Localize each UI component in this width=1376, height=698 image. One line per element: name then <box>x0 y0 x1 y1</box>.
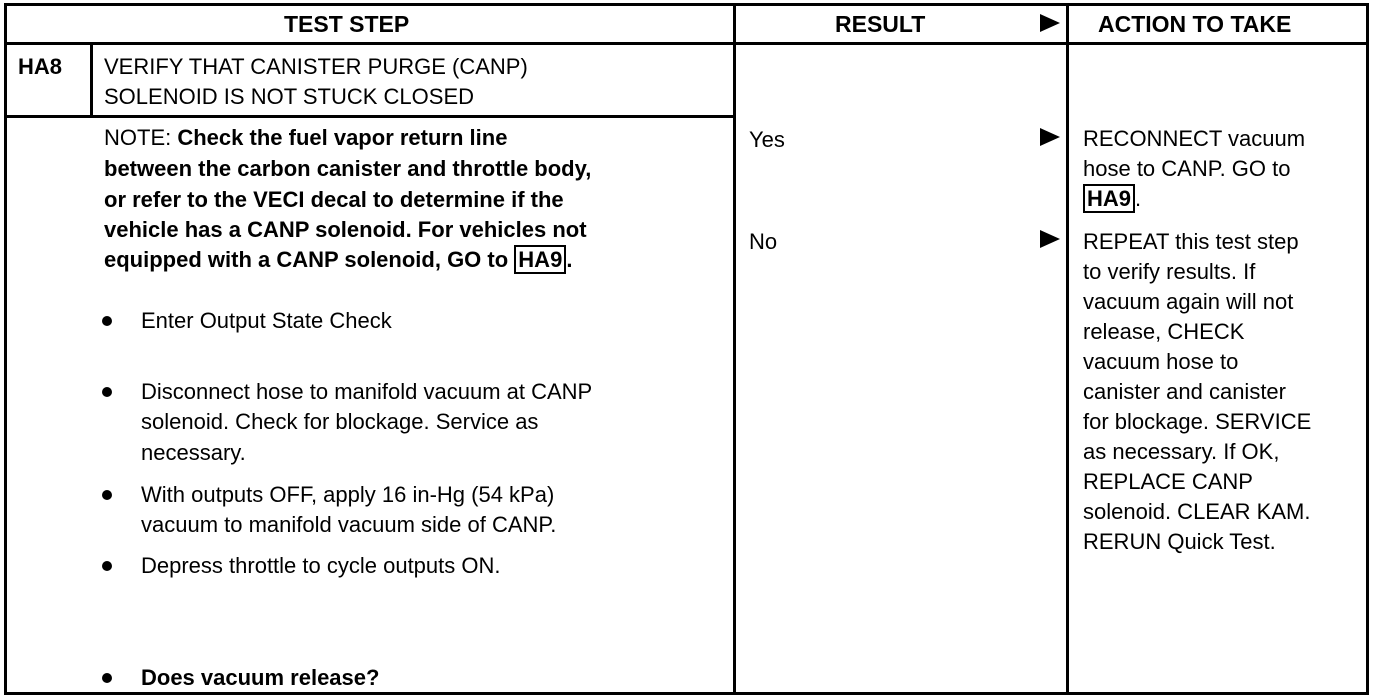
bullet-icon <box>102 316 112 326</box>
note-label: NOTE: <box>104 125 172 150</box>
note-line5-text: equipped with a CANP solenoid, GO to <box>104 247 509 272</box>
bullet-disconnect-line2: solenoid. Check for blockage. Service as <box>141 409 539 434</box>
action-no-line11: RERUN Quick Test. <box>1083 529 1276 554</box>
table-right-border <box>1366 3 1369 695</box>
action-no-line8: as necessary. If OK, <box>1083 439 1280 464</box>
header-test-step: TEST STEP <box>284 11 410 37</box>
bullet-disconnect-line1: Disconnect hose to manifold vacuum at CANP <box>141 379 593 404</box>
result-no-arrow-icon <box>1040 230 1060 248</box>
note-ha9-link[interactable]: HA9 <box>514 245 566 274</box>
header-arrow-icon <box>1040 14 1060 32</box>
title-bottom-border <box>4 115 736 118</box>
step-id: HA8 <box>18 54 63 79</box>
bullet-vacuum-release-question: Does vacuum release? <box>141 665 380 690</box>
action-yes-line2: hose to CANP. GO to <box>1083 156 1291 181</box>
action-no-line3: vacuum again will not <box>1083 289 1294 314</box>
bullet-apply-vacuum-line1: With outputs OFF, apply 16 in-Hg (54 kPa) <box>141 482 555 507</box>
action-column-divider <box>1066 3 1069 695</box>
header-result: RESULT <box>835 11 926 37</box>
note-line1 <box>104 123 507 153</box>
action-no-line2: to verify results. If <box>1083 259 1256 284</box>
action-no-line10: solenoid. CLEAR KAM. <box>1083 499 1311 524</box>
bullet-icon <box>102 387 112 397</box>
action-yes-line3 <box>1083 184 1141 214</box>
header-bottom-border <box>4 42 1368 45</box>
note-line5 <box>104 245 572 275</box>
bullet-icon <box>102 490 112 500</box>
action-no-line5: vacuum hose to <box>1083 349 1239 374</box>
table-left-border <box>4 3 7 695</box>
bullet-icon <box>102 673 112 683</box>
bullet-enter-output-state: Enter Output State Check <box>141 308 392 333</box>
note-line5-suffix: . <box>566 247 573 272</box>
step-title-line1: VERIFY THAT CANISTER PURGE (CANP) <box>104 54 528 79</box>
action-yes-line1: RECONNECT vacuum <box>1083 126 1306 151</box>
id-column-divider <box>90 42 93 118</box>
result-no: No <box>749 229 778 254</box>
result-yes: Yes <box>749 127 785 152</box>
result-column-divider <box>733 3 736 695</box>
note-line3: or refer to the VECI decal to determine if the <box>104 187 564 212</box>
bullet-disconnect-line3: necessary. <box>141 440 246 465</box>
note-line2: between the carbon canister and throttle body, <box>104 156 592 181</box>
action-no-line4: release, CHECK <box>1083 319 1245 344</box>
note-line1-text: Check the fuel vapor return line <box>177 125 508 150</box>
action-ha9-link[interactable]: HA9 <box>1083 184 1135 213</box>
action-no-line7: for blockage. SERVICE <box>1083 409 1312 434</box>
action-no-line9: REPLACE CANP <box>1083 469 1253 494</box>
bullet-apply-vacuum-line2: vacuum to manifold vacuum side of CANP. <box>141 512 557 537</box>
bullet-depress-throttle: Depress throttle to cycle outputs ON. <box>141 553 501 578</box>
table-top-border <box>4 3 1368 6</box>
action-yes-suffix: . <box>1135 186 1142 211</box>
result-yes-arrow-icon <box>1040 128 1060 146</box>
action-no-line6: canister and canister <box>1083 379 1286 404</box>
bullet-icon <box>102 561 112 571</box>
action-no-line1: REPEAT this test step <box>1083 229 1299 254</box>
step-title-line2: SOLENOID IS NOT STUCK CLOSED <box>104 84 475 109</box>
header-action: ACTION TO TAKE <box>1098 11 1292 37</box>
note-line4: vehicle has a CANP solenoid. For vehicles not <box>104 217 587 242</box>
